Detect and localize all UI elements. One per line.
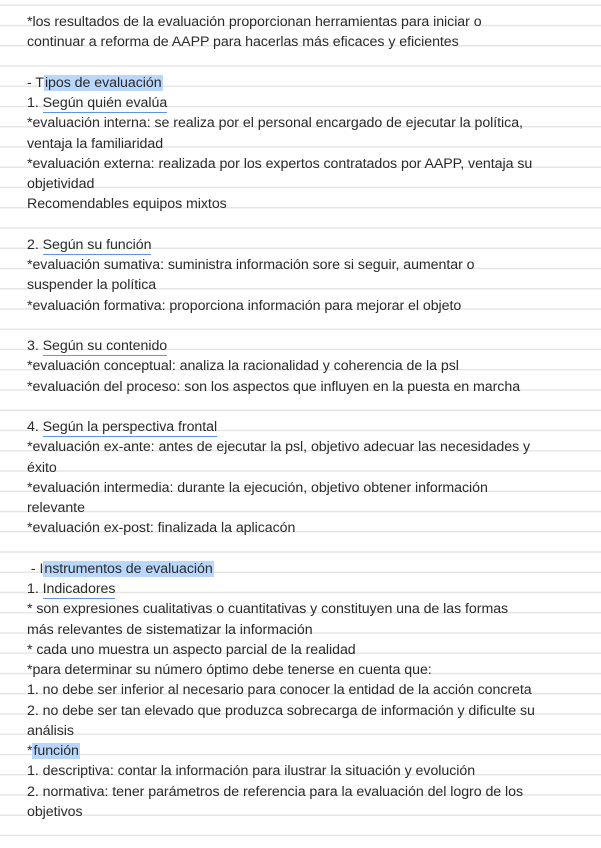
note-line: éxito [27,459,57,476]
note-line: *evaluación externa: realizada por los expertos contratados por AAPP, ventaja su [27,155,533,172]
note-line: 2. normativa: tener parámetros de referencia para la evaluación del logro de los [27,783,523,800]
funcion-highlight: función [33,743,79,759]
section-heading-contenido [27,336,587,356]
tipos-heading-prefix: - T [27,74,44,91]
section-title: Indicadores [43,581,116,599]
section-heading-quien [27,93,587,113]
note-line: relevante [27,500,85,516]
tipos-heading [27,73,587,93]
section-number: 3. [27,338,43,354]
instrumentos-heading [27,559,587,579]
intro-line: continuar a reforma de AAPP para hacerlas más eficaces y eficientes [27,34,459,51]
instrumentos-heading-highlight: nstrumentos de evaluación [44,560,213,577]
tipos-heading-highlight: ipos de evaluación [44,74,162,91]
note-line: suspender la política [27,277,157,294]
funcion-prefix: * [27,743,33,759]
section-number: 1. [27,95,43,111]
note-line: *evaluación ex-ante: antes de ejecutar la psl, objetivo adecuar las necesidades y [27,439,531,456]
note-line: objetividad [27,176,95,192]
section-heading-perspectiva [27,417,587,437]
note-line: análisis [27,722,74,739]
section-title: Según su contenido [43,338,168,356]
section-heading-indicadores [27,579,587,599]
note-line: *evaluación conceptual: analiza la racionalidad y coherencia de la psl [27,358,459,375]
blank-line [27,397,587,417]
note-line: * cada uno muestra un aspecto parcial de la realidad [27,641,356,658]
section-title: Según la perspectiva frontal [43,419,217,437]
blank-line [27,539,587,559]
instrumentos-heading-prefix: - I [27,560,44,577]
note-line: * son expresiones cualitativas o cuantitativas y constituyen una de las formas [27,601,509,618]
funcion-heading [27,741,587,761]
note-line: *evaluación intermedia: durante la ejecución, objetivo obtener información [27,479,488,496]
note-line: 1. no debe ser inferior al necesario para conocer la entidad de la acción concreta [27,682,532,699]
blank-line [27,215,587,235]
note-line: *evaluación interna: se realiza por el personal encargado de ejecutar la política, [27,115,523,132]
note-line: *evaluación del proceso: son los aspectos que influyen en la puesta en marcha [27,378,521,395]
section-title: Según su función [43,237,152,255]
note-line: Recomendables equipos mixtos [27,196,227,213]
note-line: *evaluación ex-post: finalizada la aplicacón [27,520,296,537]
blank-line [27,316,587,336]
intro-line: *los resultados de la evaluación proporcionan herramientas para iniciar o [27,14,482,30]
section-number: 2. [27,236,43,253]
note-body [27,12,587,822]
section-title: Según quién evalúa [43,95,168,113]
note-line: *evaluación formativa: proporciona información para mejorar el objeto [27,297,462,314]
section-heading-funcion [27,235,587,255]
note-line: 1. descriptiva: contar la información para ilustrar la situación y evolución [27,763,476,780]
note-line: objetivos [27,803,83,820]
section-number: 1. [27,581,43,597]
note-line: ventaja la familiaridad [27,135,164,152]
note-line: *evaluación sumativa: suministra información sore si seguir, aumentar o [27,257,475,273]
section-number: 4. [27,419,43,435]
note-line: más relevantes de sistematizar la información [27,621,313,638]
note-line: 2. no debe ser tan elevado que produzca sobrecarga de información y dificulte su [27,702,535,719]
blank-line [27,53,587,73]
note-line: *para determinar su número óptimo debe tenerse en cuenta que: [27,662,432,678]
